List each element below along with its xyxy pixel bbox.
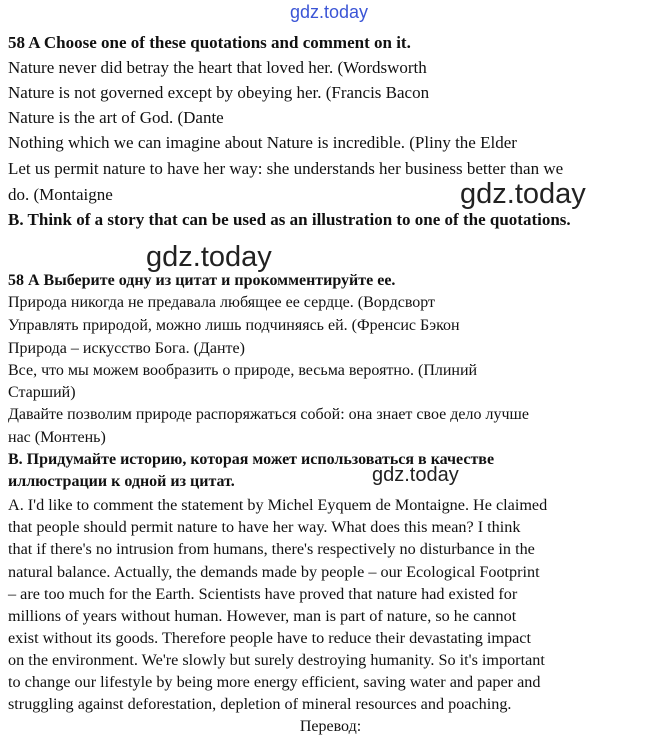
watermark-mid-right: gdz.today xyxy=(460,178,586,210)
english-task-b: B. Think of a story that can be used as an illustration to one of the quotations. xyxy=(8,210,571,229)
russian-task-b: В. Придумайте историю, которая может использоваться в качестве xyxy=(8,451,495,468)
russian-quote: нас (Монтень) xyxy=(8,429,106,446)
watermark-lower: gdz.today xyxy=(372,464,459,486)
english-quote: do. (Montaigne xyxy=(8,185,113,204)
answer-line: exist without its goods. Therefore people have to reduce their devastating impact xyxy=(8,629,531,647)
answer-line: A. I'd like to comment the statement by Michel Eyquem de Montaigne. He claimed xyxy=(8,496,548,514)
answer-line: that if there's no intrusion from humans, there's respectively no disturbance in the xyxy=(8,540,535,558)
russian-heading: 58 А Выберите одну из цитат и прокомментируйте ее. xyxy=(8,272,396,289)
answer-line: on the environment. We're slowly but surely destroying humanity. So it's important xyxy=(8,651,545,669)
answer-line: that people should permit nature to have her way. What does this mean? I think xyxy=(8,518,521,536)
russian-quote: Природа – искусство Бога. (Данте) xyxy=(8,340,245,357)
english-quote: Nature never did betray the heart that loved her. (Wordsworth xyxy=(8,58,427,77)
translation-label: Перевод: xyxy=(299,718,362,735)
russian-quote: Управлять природой, можно лишь подчиняясь ей. (Френсис Бэкон xyxy=(8,317,460,334)
answer-line: to change our lifestyle by being more energy efficient, saving water and paper and xyxy=(8,673,541,691)
russian-task-b: иллюстрации к одной из цитат. xyxy=(8,473,235,490)
english-quote: Nothing which we can imagine about Nature is incredible. (Pliny the Elder xyxy=(8,133,517,152)
answer-line: – are too much for the Earth. Scientists have proved that nature had existed for xyxy=(8,585,518,603)
russian-quote: Давайте позволим природе распоряжаться собой: она знает свое дело лучше xyxy=(8,406,529,423)
russian-quote: Природа никогда не предавала любящее ее сердце. (Вордсворт xyxy=(8,294,436,311)
answer-line: natural balance. Actually, the demands made by people – our Ecological Footprint xyxy=(8,563,540,581)
answer-line: millions of years without human. However, man is part of nature, so he cannot xyxy=(8,607,517,625)
english-heading: 58 A Choose one of these quotations and comment on it. xyxy=(8,33,411,52)
answer-line: struggling against deforestation, depletion of mineral resources and poaching. xyxy=(8,695,512,713)
english-quote: Nature is not governed except by obeying her. (Francis Bacon xyxy=(8,83,430,102)
watermark-mid-left: gdz.today xyxy=(146,241,272,273)
english-quote: Nature is the art of God. (Dante xyxy=(8,108,224,127)
watermark-top[interactable]: gdz.today xyxy=(290,2,369,22)
russian-quote: Старший) xyxy=(8,384,76,401)
english-quote: Let us permit nature to have her way: she understands her business better than we xyxy=(8,159,564,178)
russian-quote: Все, что мы можем вообразить о природе, весьма вероятно. (Плиний xyxy=(8,362,478,379)
